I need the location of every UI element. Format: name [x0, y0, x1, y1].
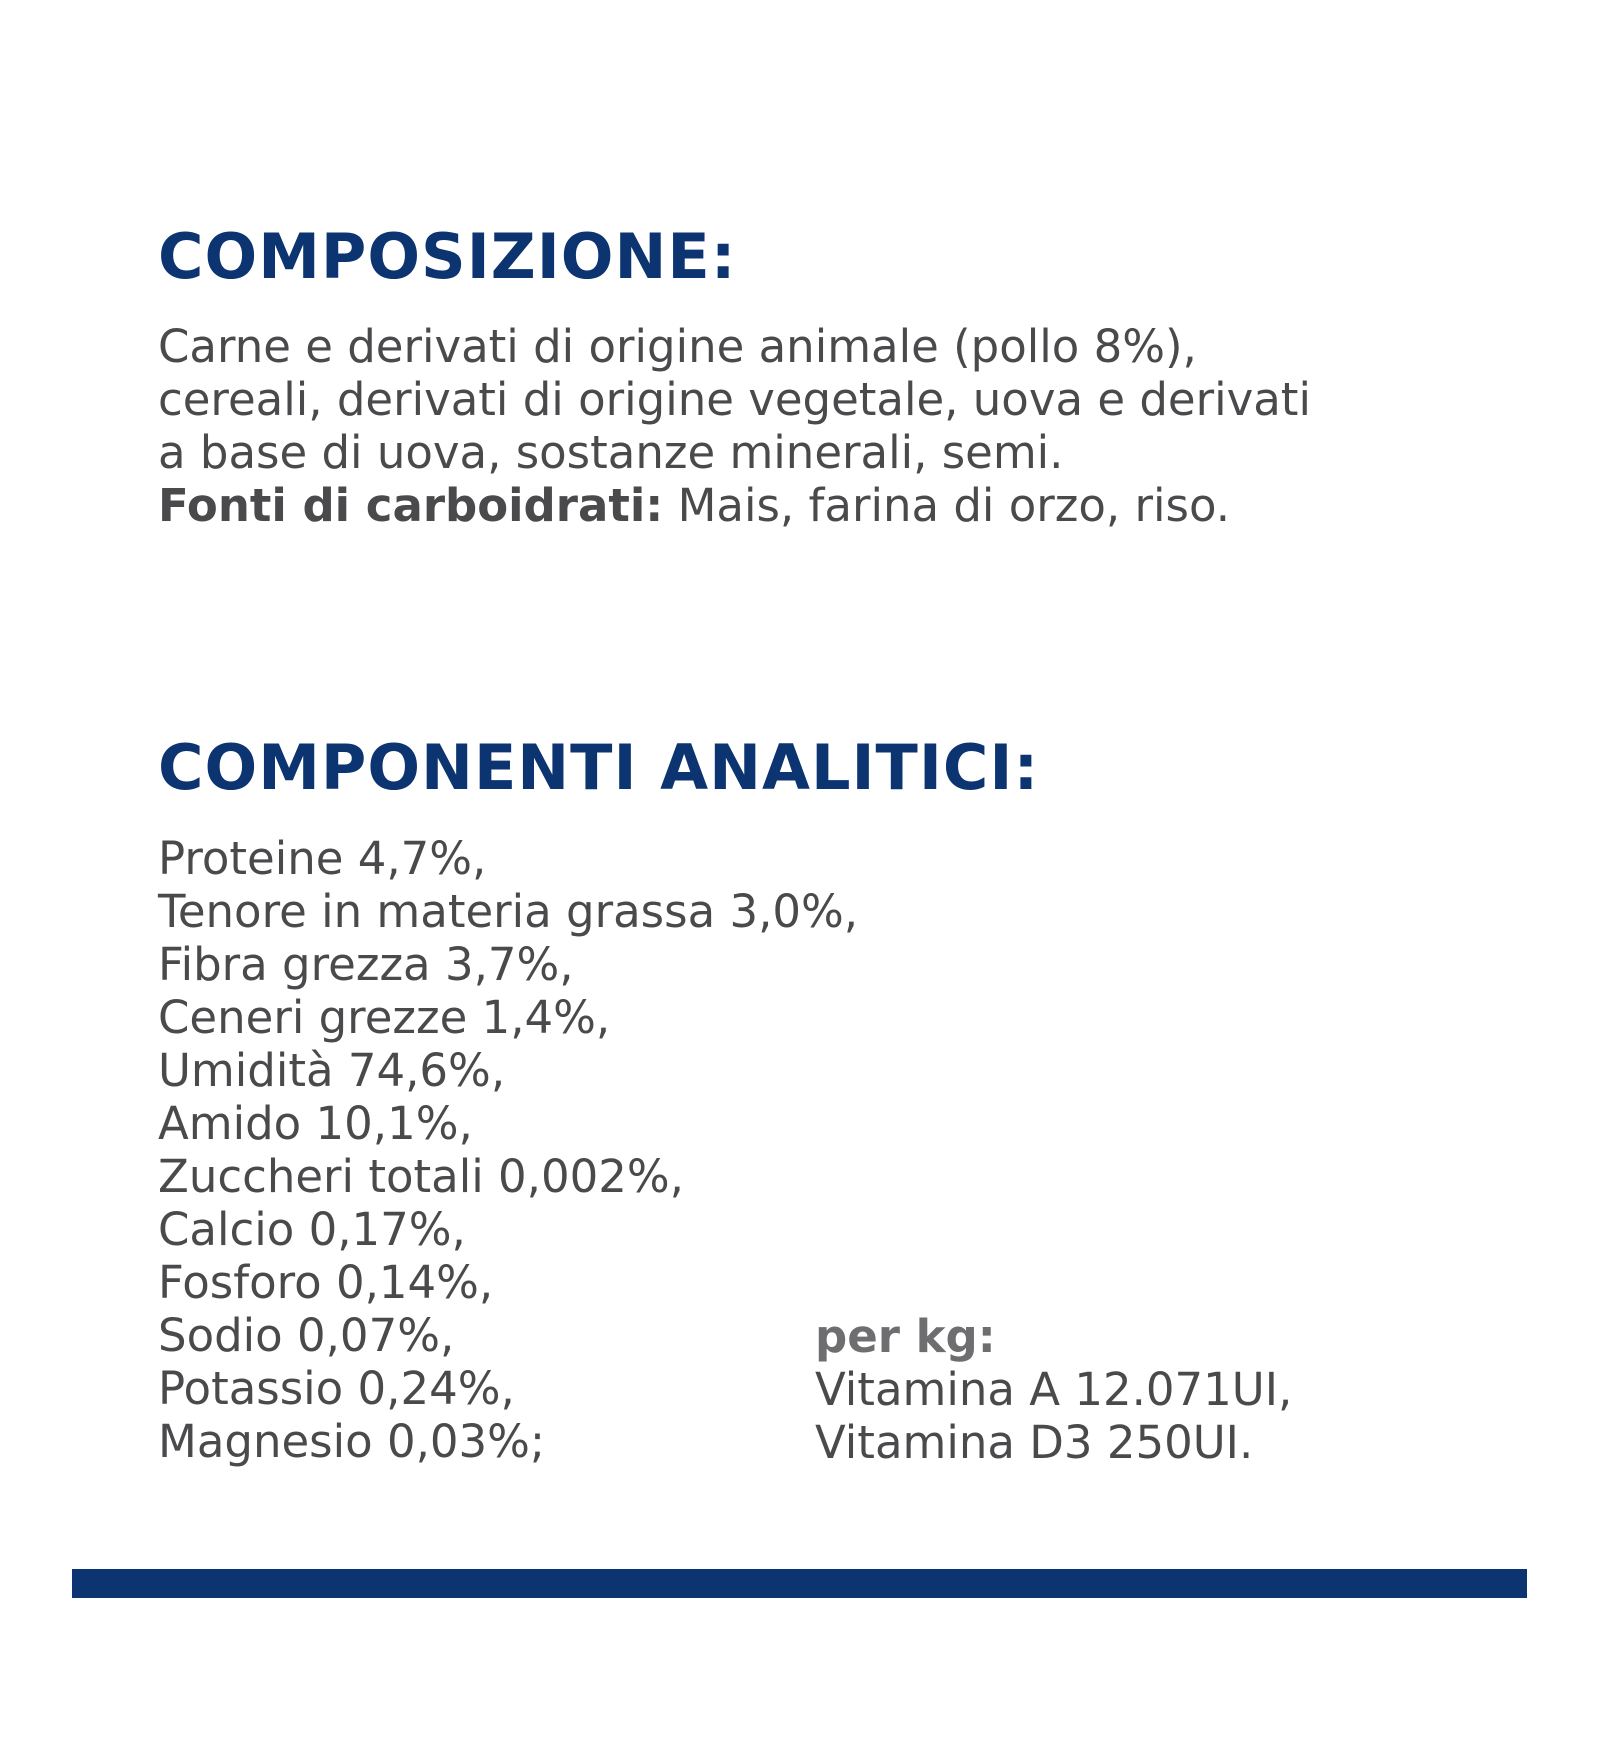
carbohydrate-sources-value: Mais, farina di orzo, riso.	[663, 479, 1231, 532]
analytics-item: Tenore in materia grassa 3,0%,	[158, 885, 859, 938]
vitamin-item: Vitamina D3 250UI.	[815, 1416, 1254, 1469]
analytics-item: Proteine 4,7%,	[158, 832, 487, 885]
vitamins-title: per kg:	[815, 1310, 996, 1363]
carbohydrate-sources-label: Fonti di carboidrati:	[158, 479, 664, 532]
vitamins-block	[815, 1310, 1292, 1469]
analytics-item: Umidità 74,6%,	[158, 1044, 506, 1097]
footer-bar	[72, 1569, 1527, 1598]
composition-line: a base di uova, sostanze minerali, semi.	[158, 426, 1064, 479]
composition-line: Carne e derivati di origine animale (pollo 8%),	[158, 320, 1197, 373]
analytics-item: Fibra grezza 3,7%,	[158, 938, 574, 991]
analytics-item: Magnesio 0,03%;	[158, 1415, 546, 1468]
vitamin-item: Vitamina A 12.071UI,	[815, 1363, 1293, 1416]
analytics-item: Fosforo 0,14%,	[158, 1256, 494, 1309]
analytics-item: Calcio 0,17%,	[158, 1203, 466, 1256]
analytics-heading: COMPONENTI ANALITICI:	[158, 731, 1040, 804]
analytics-item: Ceneri grezze 1,4%,	[158, 991, 611, 1044]
analytics-item: Sodio 0,07%,	[158, 1309, 455, 1362]
analytics-item: Amido 10,1%,	[158, 1097, 473, 1150]
carbohydrate-sources	[158, 479, 1311, 532]
analytics-list	[158, 832, 858, 1468]
composition-heading: COMPOSIZIONE:	[158, 220, 737, 293]
analytics-item: Zuccheri totali 0,002%,	[158, 1150, 684, 1203]
composition-line: cereali, derivati di origine vegetale, uova e derivati	[158, 373, 1311, 426]
composition-text	[158, 320, 1311, 532]
analytics-item: Potassio 0,24%,	[158, 1362, 515, 1415]
